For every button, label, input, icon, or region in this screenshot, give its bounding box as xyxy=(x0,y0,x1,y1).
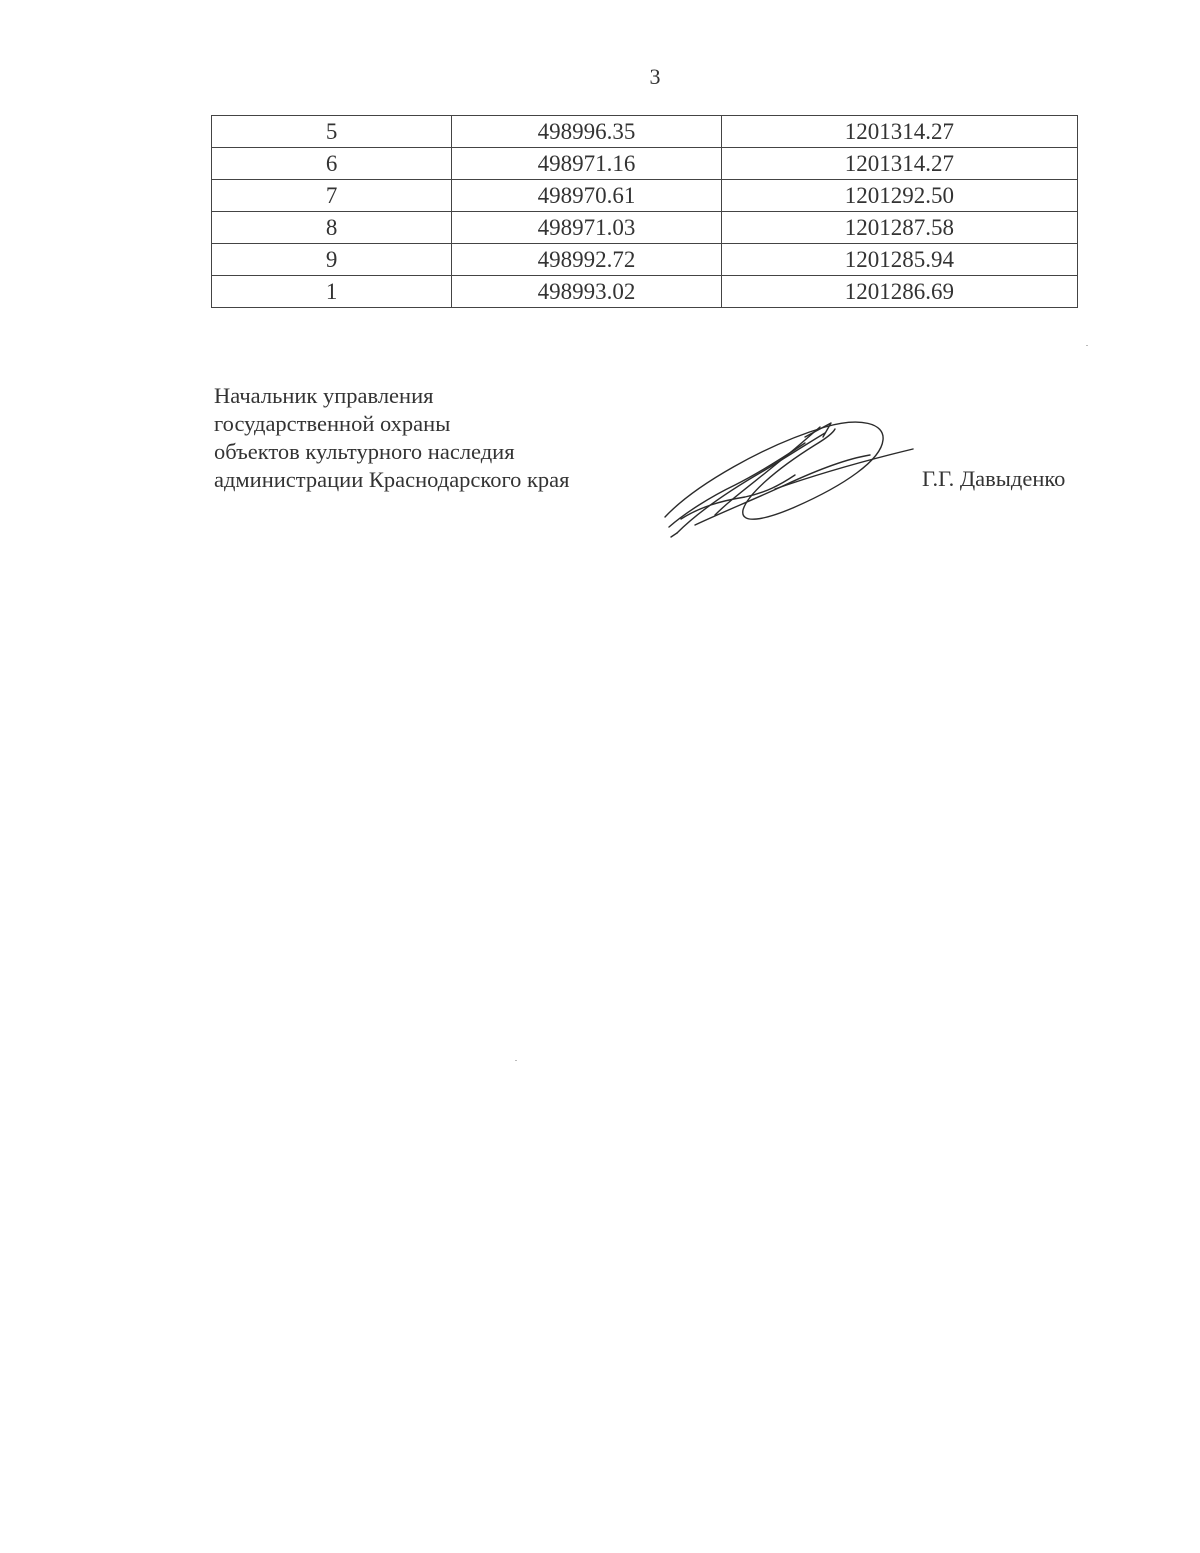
handwritten-signature xyxy=(655,415,925,540)
signer-name: Г.Г. Давыденко xyxy=(922,466,1066,491)
position-line: администрации Краснодарского края xyxy=(214,467,570,492)
y-coordinate-cell: 1201287.58 xyxy=(721,212,1077,244)
scan-speck xyxy=(515,1060,517,1061)
point-number-cell: 5 xyxy=(212,116,452,148)
y-coordinate-cell: 1201314.27 xyxy=(721,116,1077,148)
point-number-cell: 9 xyxy=(212,244,452,276)
x-coordinate-cell: 498992.72 xyxy=(452,244,721,276)
point-number-cell: 6 xyxy=(212,148,452,180)
position-line: объектов культурного наследия xyxy=(214,439,515,464)
x-coordinate-cell: 498971.03 xyxy=(452,212,721,244)
table-row xyxy=(212,212,1078,244)
table-row xyxy=(212,116,1078,148)
x-coordinate-cell: 498993.02 xyxy=(452,276,721,308)
signatory-position xyxy=(214,382,570,494)
point-number-cell: 8 xyxy=(212,212,452,244)
table-row xyxy=(212,148,1078,180)
page-number: 3 xyxy=(649,64,661,89)
position-line: государственной охраны xyxy=(214,411,451,436)
x-coordinate-cell: 498970.61 xyxy=(452,180,721,212)
y-coordinate-cell: 1201314.27 xyxy=(721,148,1077,180)
y-coordinate-cell: 1201286.69 xyxy=(721,276,1077,308)
table-row xyxy=(212,244,1078,276)
coordinates-table xyxy=(211,115,1078,308)
position-line: Начальник управления xyxy=(214,383,434,408)
point-number-cell: 7 xyxy=(212,180,452,212)
x-coordinate-cell: 498971.16 xyxy=(452,148,721,180)
scan-speck xyxy=(1086,345,1088,346)
table-row xyxy=(212,276,1078,308)
table-row xyxy=(212,180,1078,212)
x-coordinate-cell: 498996.35 xyxy=(452,116,721,148)
y-coordinate-cell: 1201292.50 xyxy=(721,180,1077,212)
y-coordinate-cell: 1201285.94 xyxy=(721,244,1077,276)
point-number-cell: 1 xyxy=(212,276,452,308)
